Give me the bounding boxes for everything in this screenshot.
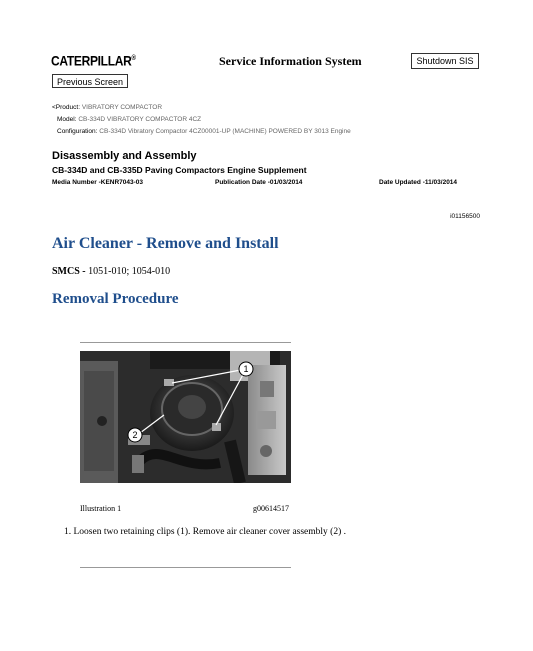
date-updated: Date Updated -11/03/2014 <box>379 179 458 186</box>
configuration-label: Configuration: <box>57 128 98 135</box>
illustration-caption: Illustration 1 <box>80 504 122 513</box>
model-label: Model: <box>57 116 77 123</box>
logo-registered-mark: ® <box>131 55 136 63</box>
model-value: CB-334D VIBRATORY COMPACTOR 4CZ <box>78 116 202 123</box>
step-1: 1. Loosen two retaining clips (1). Remove air cleaner cover assembly (2) . <box>64 527 347 537</box>
callout-2-label: 2 <box>132 430 138 440</box>
procedure-title: Removal Procedure <box>52 291 179 307</box>
page-title: Air Cleaner - Remove and Install <box>52 235 279 252</box>
smcs-value: 1051-010; 1054-010 <box>85 266 171 277</box>
smcs-codes <box>52 266 170 277</box>
system-title: Service Information System <box>219 54 362 68</box>
illustration-id: g00614517 <box>253 504 289 513</box>
document-subtitle: CB-334D and CB-335D Paving Compactors Engine Supplement <box>52 165 307 175</box>
shutdown-sis-button[interactable]: Shutdown SIS <box>411 53 479 69</box>
model-line <box>57 116 201 123</box>
document-section-title: Disassembly and Assembly <box>52 150 197 162</box>
document-id: i01156500 <box>450 213 480 220</box>
configuration-value: CB-334D Vibratory Compactor 4CZ00001-UP (MACHINE) POWERED BY 3013 Engine <box>99 128 351 135</box>
publication-date: Publication Date -01/03/2014 <box>215 179 303 186</box>
illustration-bottom-divider <box>80 567 291 568</box>
caterpillar-logo <box>51 53 136 69</box>
previous-screen-button[interactable]: Previous Screen <box>52 74 128 88</box>
product-line <box>52 104 162 111</box>
configuration-line <box>57 128 351 135</box>
callout-1-label: 1 <box>243 364 249 374</box>
product-value: VIBRATORY COMPACTOR <box>81 104 163 111</box>
logo-text: CATERPILLAR <box>51 53 132 70</box>
media-number: Media Number -KENR7043-03 <box>52 179 144 186</box>
air-cleaner-photo <box>80 351 291 483</box>
illustration-top-divider <box>80 342 291 343</box>
product-label: <Product: <box>52 104 81 111</box>
smcs-label: SMCS - <box>52 266 86 277</box>
